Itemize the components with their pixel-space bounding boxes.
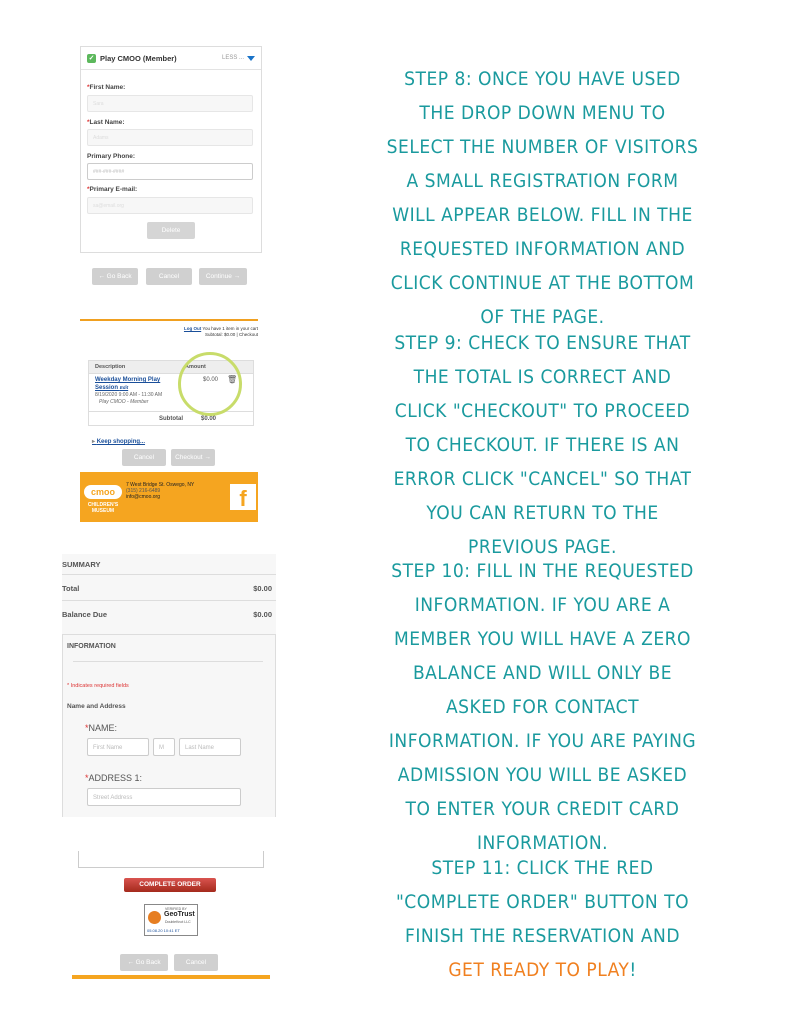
- ticket-title: Play CMOO (Member): [100, 53, 177, 63]
- col-description: Description: [95, 364, 126, 370]
- checkout-summary-panel: [62, 554, 276, 816]
- geo-company: DoubleKnot LLC: [165, 920, 191, 924]
- information-box: [62, 634, 276, 817]
- name-address-heading: Name and Address: [67, 703, 126, 710]
- first-name-label: *First Name:: [87, 84, 126, 91]
- less-toggle[interactable]: [222, 55, 255, 61]
- cart-summary-line: [140, 326, 258, 338]
- balance-row: Balance Due $0.00: [62, 610, 272, 619]
- step-8-text: STEP 8: ONCE YOU HAVE USED THE DROP DOWN MENU TO SELECT THE NUMBER OF VISITORS A SMALL REGISTRATION FORM WILL APPEAR BELOW. FILL IN THE REQUESTED INFORMATION AND CLICK CONTINUE AT THE BOTTOM OF THE PAGE.: [386, 68, 699, 328]
- subtotal-line[interactable]: Subtotal: $0.00 | Checkout: [205, 332, 258, 337]
- complete-order-button[interactable]: COMPLETE ORDER: [124, 878, 216, 892]
- cmoo-logo: [84, 481, 122, 519]
- step-10-text: STEP 10: FILL IN THE REQUESTED INFORMATION. IF YOU ARE A MEMBER YOU WILL HAVE A ZERO BALANCE AND WILL ONLY BE ASKED FOR CONTACT INFORMATION. IF YOU ARE PAYING ADMISSION YOU WILL BE ASKED TO ENTER YOUR CREDIT CARD INFORMATION.: [388, 560, 697, 854]
- item-price: $0.00: [203, 377, 219, 383]
- keep-shopping-link[interactable]: ▸ Keep shopping...: [92, 439, 146, 445]
- less-label: LESS ...: [221, 55, 244, 61]
- top-orange-line: [80, 319, 258, 321]
- subtotal-label: Subtotal: [159, 416, 183, 422]
- chevron-down-icon: [247, 56, 255, 61]
- address-label: *ADDRESS 1:: [85, 773, 143, 783]
- checkbox-icon[interactable]: ✓: [88, 54, 95, 62]
- ticket-header[interactable]: [81, 47, 261, 70]
- form-bottom-edge: [78, 851, 264, 868]
- item-title-link[interactable]: Weekday Morning Play Session Edit: [95, 377, 161, 391]
- phone-field[interactable]: ###-###-####: [87, 163, 253, 180]
- first-name-input[interactable]: First Name: [87, 738, 149, 756]
- continue-button[interactable]: Continue →: [199, 268, 247, 285]
- subtotal-row: [89, 411, 253, 426]
- cancel-button-2[interactable]: Cancel: [122, 449, 166, 466]
- information-heading: INFORMATION: [67, 643, 116, 650]
- step-9-text: STEP 9: CHECK TO ENSURE THAT THE TOTAL IS CORRECT AND CLICK "CHECKOUT" TO PROCEED TO CHECKOUT. IF THERE IS AN ERROR CLICK "CANCEL" SO THAT YOU CAN RETURN TO THE PREVIOUS PAGE.: [393, 332, 692, 558]
- first-name-field[interactable]: Sara: [87, 95, 253, 112]
- geotrust-seal[interactable]: [144, 904, 198, 936]
- cart-text: You have 1 item in your cart: [202, 326, 258, 331]
- item-type: Play CMOO - Member: [99, 399, 149, 405]
- geo-verified: VERIFIED BY: [165, 907, 187, 911]
- facebook-icon[interactable]: f: [230, 484, 256, 510]
- museum-address: 7 West Bridge St. Oswego, NY (315) 216-6489 info@cmoo.org: [126, 482, 195, 500]
- street-address-input[interactable]: Street Address: [87, 788, 241, 806]
- geo-name: GeoTrust: [164, 911, 195, 918]
- geo-date: 05.08.20 10:41 ET: [147, 928, 180, 933]
- total-row: Total $0.00: [62, 584, 272, 593]
- step-11-text: STEP 11: CLICK THE RED "COMPLETE ORDER" BUTTON TO FINISH THE RESERVATION AND GET READY TO PLAY!: [395, 857, 690, 981]
- edit-link[interactable]: Edit: [119, 385, 129, 390]
- name-label: *NAME:: [85, 723, 118, 733]
- cancel-button-3[interactable]: Cancel: [174, 954, 218, 971]
- logo-subtext: CHILDREN'S MUSEUM: [87, 502, 119, 514]
- email-field[interactable]: sa@email.org: [87, 197, 253, 214]
- last-name-input[interactable]: Last Name: [179, 738, 241, 756]
- phone-label: Primary Phone:: [87, 153, 136, 160]
- get-ready-highlight: GET READY TO PLAY: [448, 959, 630, 981]
- subtotal-value: $0.00: [201, 416, 217, 422]
- go-back-button-2[interactable]: ← Go Back: [120, 954, 168, 971]
- middle-initial-input[interactable]: M: [153, 738, 175, 756]
- checkout-button[interactable]: Checkout →: [171, 449, 215, 466]
- geotrust-logo-icon: [148, 911, 161, 924]
- col-amount: Amount: [185, 364, 206, 370]
- registration-form-panel: [80, 46, 262, 253]
- item-date: 8/19/2020 9:00 AM - 11:30 AM: [95, 392, 163, 398]
- delete-button[interactable]: Delete: [147, 222, 195, 239]
- go-back-button[interactable]: ← Go Back: [92, 268, 138, 285]
- bottom-orange-line: [72, 975, 270, 979]
- last-name-label: *Last Name:: [87, 119, 125, 126]
- logo-text: cmoo: [84, 485, 122, 499]
- summary-heading: SUMMARY: [62, 560, 101, 569]
- last-name-field[interactable]: Adams: [87, 129, 253, 146]
- highlight-circle: [178, 352, 242, 416]
- required-note: * Indicates required fields: [67, 683, 129, 689]
- cancel-button[interactable]: Cancel: [146, 268, 192, 285]
- email-label: *Primary E-mail:: [87, 186, 138, 193]
- trash-icon[interactable]: 🗑: [227, 375, 238, 384]
- logout-link[interactable]: Log Out: [183, 326, 202, 331]
